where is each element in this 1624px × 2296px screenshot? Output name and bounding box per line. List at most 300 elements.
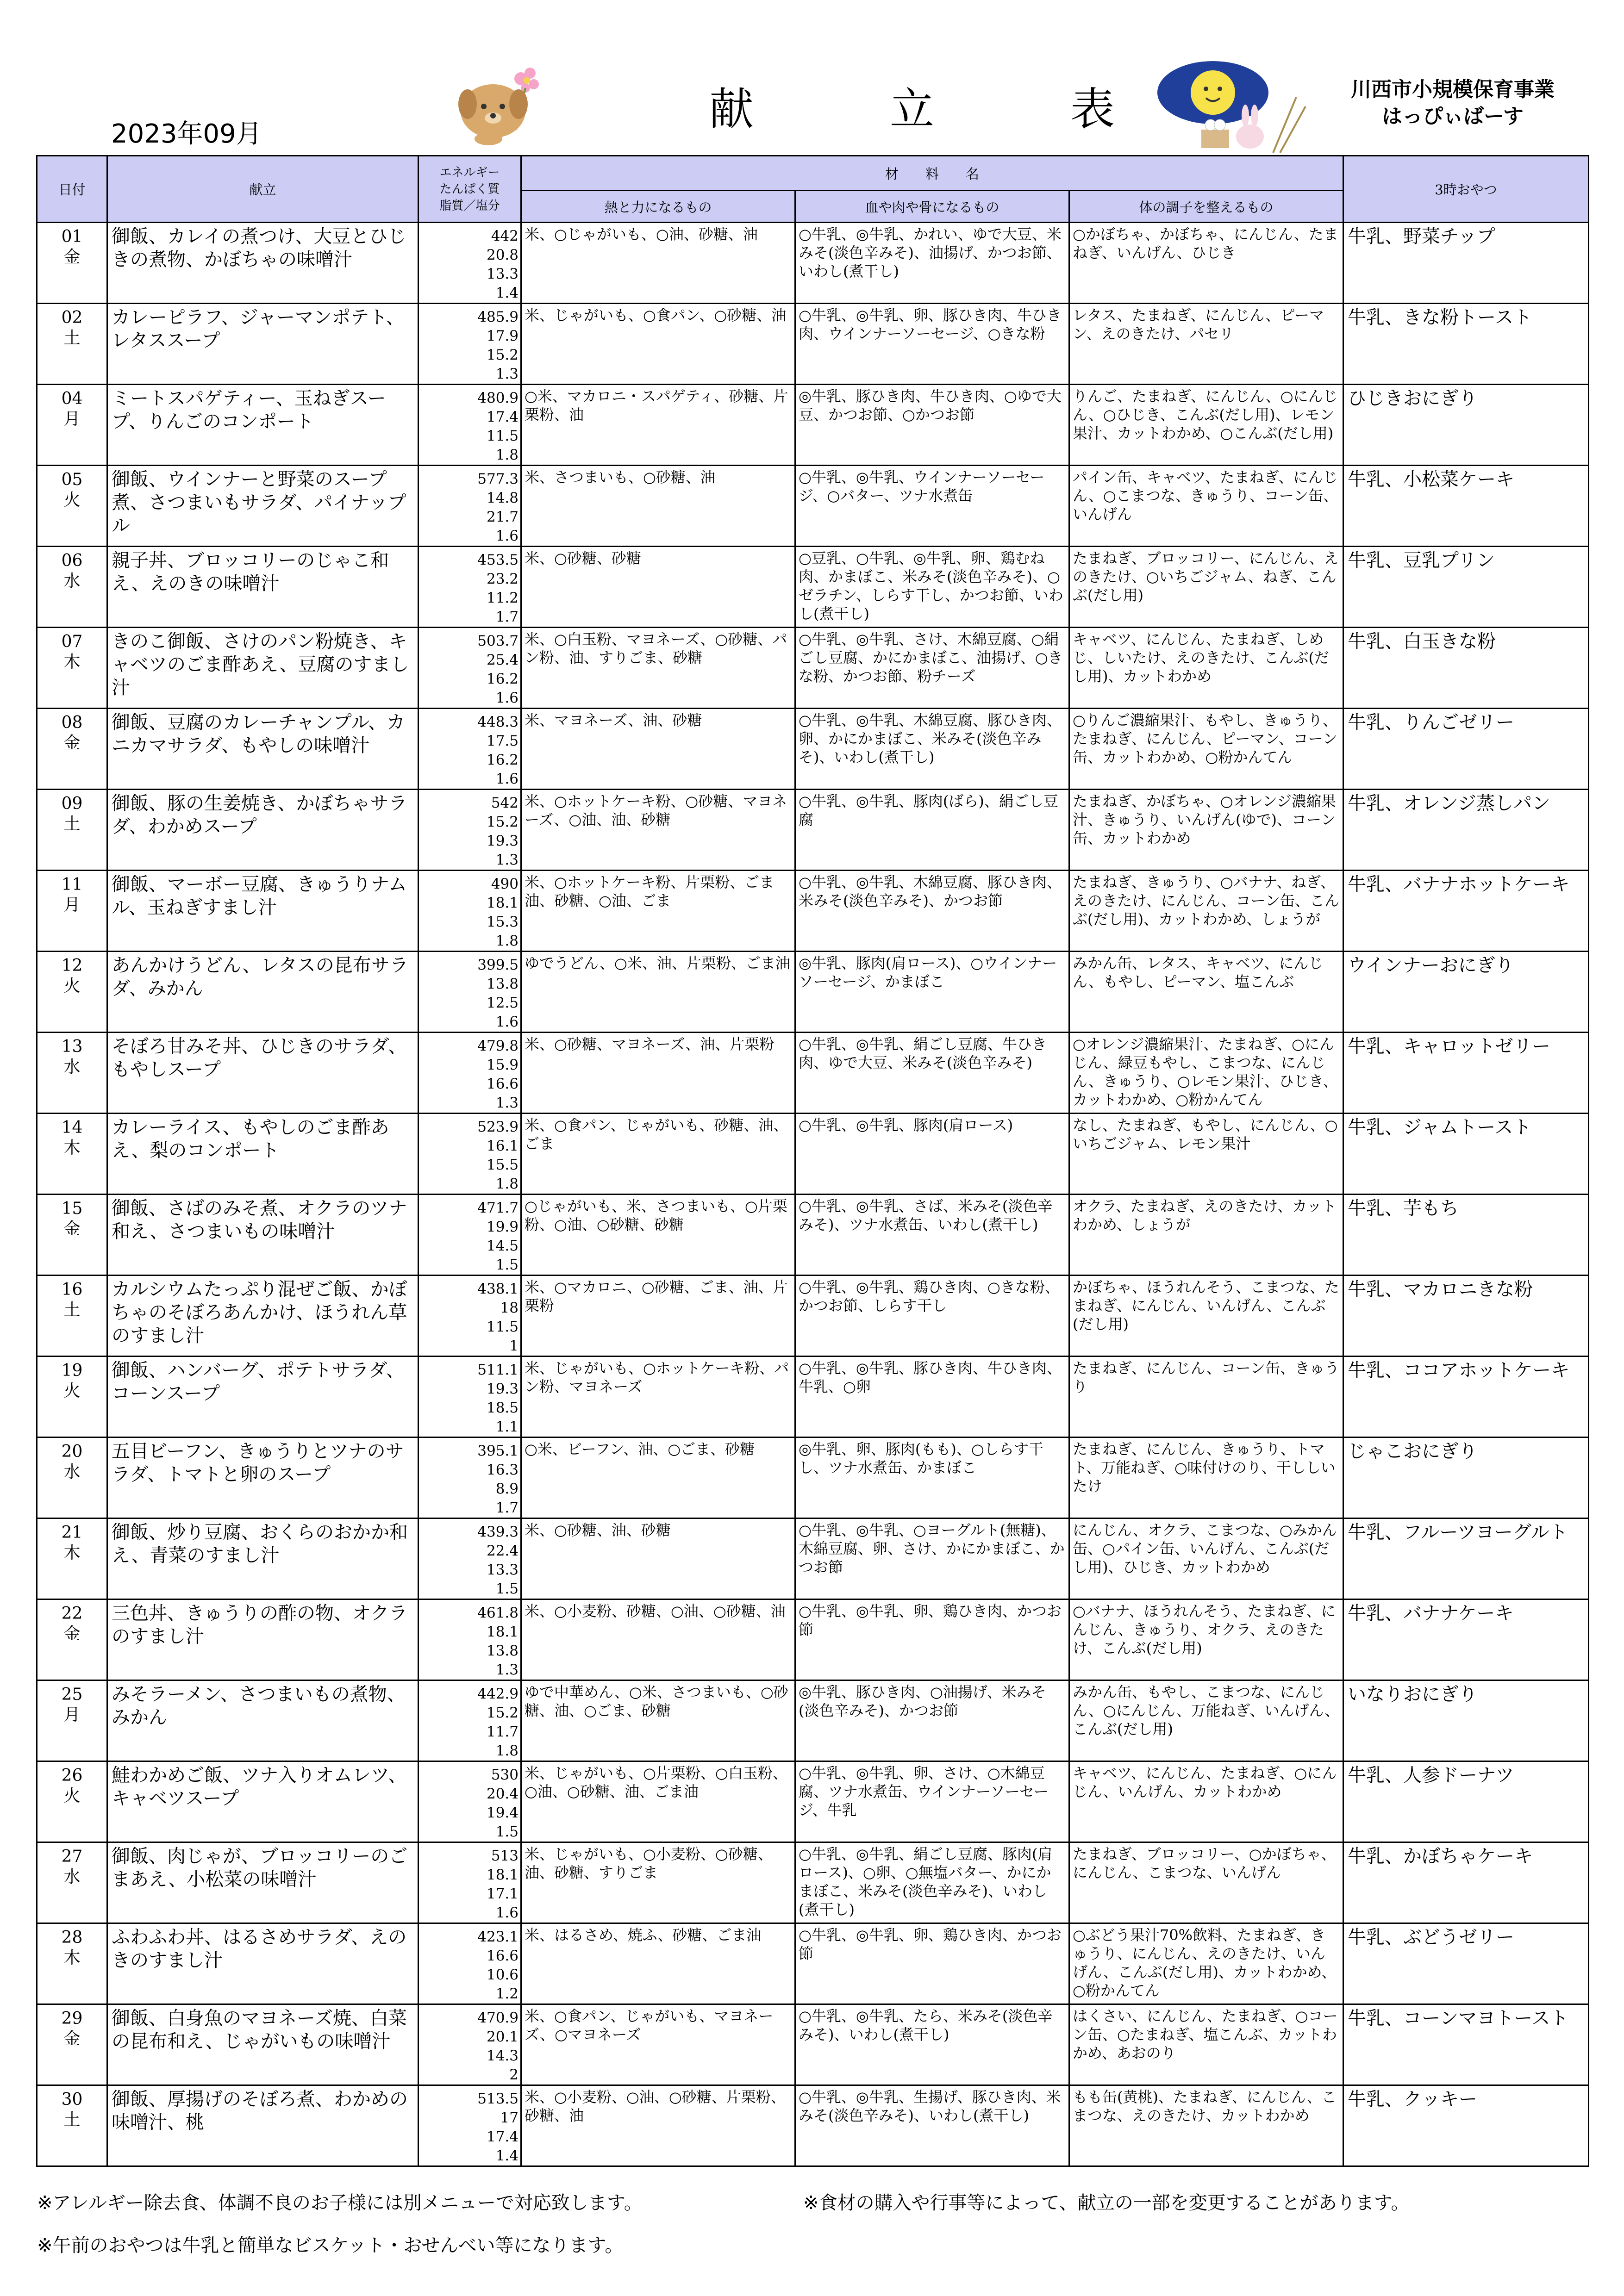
menu-cell-value: 五目ビーフン、きゅうりとツナのサラダ、トマトと卵のスープ [112,1441,404,1485]
date-cell [37,2004,107,2085]
menu-cell-value: ミートスパゲティー、玉ねぎスープ、りんごのコンポート [112,388,386,432]
date-cell-value: 土 [63,815,81,834]
energy-foods-cell-value: 米、じゃがいも、○片栗粉、○白玉粉、○油、○砂糖、油、ごま油 [525,1764,787,1800]
body-foods-cell [795,1195,1069,1276]
snack-cell [1343,1356,1589,1437]
date-cell-value: 木 [63,1139,81,1157]
snack-cell-value: じゃこおにぎり [1348,1441,1477,1462]
nutrition-cell-value: 18.1 [486,895,518,911]
nutrition-cell [418,1276,521,1356]
nutrition-cell-value: 530 [491,1767,518,1783]
menu-month: 2023年09月 [111,119,262,149]
snack-cell [1343,1842,1589,1923]
condition-foods-cell [1069,2004,1343,2085]
energy-foods-cell-value: ○じゃがいも、米、さつまいも、○片栗粉、○油、○砂糖、砂糖 [525,1197,787,1233]
condition-foods-cell [1069,304,1343,385]
header-date: 日付 [37,156,107,223]
snack-cell-value: 牛乳、白玉きな粉 [1348,631,1496,652]
menu-cell-value: カルシウムたっぷり混ぜご飯、かぼちゃのそぼろあんかけ、ほうれん草のすまし汁 [112,1279,407,1346]
nutrition-cell [418,1842,521,1923]
moon-rabbit-illustration [1157,60,1315,162]
menu-cell-value: ふわふわ丼、はるさめサラダ、えのきのすまし汁 [112,1927,407,1971]
condition-foods-cell [1069,1195,1343,1276]
menu-cell-value: みそラーメン、さつまいもの煮物、みかん [112,1684,406,1728]
condition-foods-cell [1069,871,1343,952]
menu-cell-value: そぼろ甘みそ丼、ひじきのサラダ、もやしスープ [112,1036,407,1080]
date-cell-value: 20 [61,1442,83,1461]
menu-cell [107,1923,418,2004]
condition-foods-cell-value: パイン缶、キャベツ、たまねぎ、にんじん、○こまつな、きゅうり、コーン缶、いんげん [1073,468,1338,523]
date-cell-value: 11 [61,875,83,894]
table-row [37,628,1589,709]
note-changes: ※食材の購入や行事等によって、献立の一部を変更することがあります。 [803,2192,1410,2214]
energy-foods-cell-value: ○米、ビーフン、油、○ごま、砂糖 [525,1440,755,1458]
condition-foods-cell-value: たまねぎ、きゅうり、○バナナ、ねぎ、えのきたけ、にんじん、コーン缶、こんぶ(だし用)、カットわかめ、しょうが [1073,873,1340,928]
note-allergy: ※アレルギー除去食、体調不良のお子様には別メニューで対応致します。 [37,2192,643,2214]
date-cell [37,790,107,871]
nutrition-cell-value: 18 [500,1300,518,1316]
nutrition-cell-value: 19.3 [486,833,518,849]
nutrition-cell-value: 479.8 [477,1038,518,1054]
date-cell [37,304,107,385]
body-foods-cell [795,1842,1069,1923]
menu-cell-value: 御飯、豆腐のカレーチャンプル、カニカマサラダ、もやしの味噌汁 [112,712,405,756]
date-cell-value: 15 [61,1199,83,1218]
menu-cell [107,385,418,466]
nutrition-cell-value: 14.5 [486,1238,518,1254]
energy-foods-cell [521,304,795,385]
header-menu: 献立 [107,156,418,223]
nutrition-cell-value: 480.9 [477,390,518,406]
nutrition-cell-value: 453.5 [477,552,518,568]
body-foods-cell [795,790,1069,871]
page-title [708,74,1116,137]
date-cell [37,2085,107,2166]
nutrition-cell-value: 15.2 [486,347,518,363]
snack-cell-value: 牛乳、かぼちゃケーキ [1348,1846,1533,1867]
date-cell-value: 金 [63,1220,81,1238]
nutrition-cell-value: 448.3 [477,714,518,730]
menu-cell-value: あんかけうどん、レタスの昆布サラダ、みかん [112,955,408,999]
snack-cell [1343,1276,1589,1356]
nutrition-cell-value: 1.4 [495,285,518,301]
nutrition-cell [418,1680,521,1761]
nutrition-cell-value: 1.5 [495,1823,518,1840]
snack-cell-value: 牛乳、キャロットゼリー [1348,1036,1550,1057]
table-row [37,709,1589,790]
date-cell-value: 土 [63,329,81,348]
nutrition-cell-value: 1.6 [495,690,518,706]
date-cell-value: 水 [63,572,81,591]
energy-foods-cell-value: 米、じゃがいも、○小麦粉、○砂糖、油、砂糖、すりごま [525,1845,773,1881]
nutrition-cell-value: 17.9 [486,328,518,344]
nutrition-cell-value: 20.8 [486,247,518,263]
condition-foods-cell [1069,1276,1343,1356]
nutrition-cell-value: 12.5 [486,995,518,1011]
date-cell [37,547,107,628]
nutrition-cell-value: 19.3 [486,1381,518,1397]
energy-foods-cell [521,1761,795,1842]
condition-foods-cell [1069,1761,1343,1842]
menu-cell [107,1114,418,1195]
condition-foods-cell [1069,1680,1343,1761]
snack-cell [1343,466,1589,547]
table-row [37,1033,1589,1114]
condition-foods-cell [1069,2085,1343,2166]
table-row [37,1842,1589,1923]
snack-cell [1343,2004,1589,2085]
date-cell-value: 29 [61,2009,83,2028]
org-line-1: 川西市小規模保育事業 [1351,78,1555,101]
nutrition-cell [418,223,521,304]
menu-cell [107,547,418,628]
nutrition-cell-value: 471.7 [477,1200,518,1216]
energy-foods-cell [521,709,795,790]
energy-foods-cell-value: 米、○砂糖、マヨネーズ、油、片栗粉 [525,1035,775,1053]
date-cell-value: 火 [63,1381,81,1400]
nutrition-cell [418,1195,521,1276]
body-foods-cell-value: ○牛乳、◎牛乳、卵、豚ひき肉、牛ひき肉、ウインナーソーセージ、○きな粉 [799,306,1062,342]
table-row [37,952,1589,1033]
table-row [37,1195,1589,1276]
nutrition-cell-value: 15.9 [486,1057,518,1073]
nutrition-cell-value: 25.4 [486,652,518,668]
menu-cell [107,1276,418,1356]
date-cell-value: 木 [63,1948,81,1967]
condition-foods-cell-value: もも缶(黄桃)、たまねぎ、にんじん、こまつな、えのきたけ、カットわかめ [1073,2088,1337,2124]
nutrition-cell-value: 395.1 [477,1443,518,1459]
date-cell-value: 27 [61,1847,83,1866]
snack-cell [1343,1599,1589,1680]
nutrition-cell-value: 19.4 [486,1804,518,1821]
condition-foods-cell [1069,547,1343,628]
snack-cell-value: 牛乳、ジャムトースト [1348,1117,1532,1138]
body-foods-cell [795,2085,1069,2166]
snack-cell-value: 牛乳、野菜チップ [1348,226,1495,247]
nutrition-cell-value: 1.7 [495,609,518,625]
energy-foods-cell-value: 米、マヨネーズ、油、砂糖 [525,711,702,729]
nutrition-cell-value: 399.5 [477,957,518,973]
table-row [37,1114,1589,1195]
table-row [37,547,1589,628]
condition-foods-cell [1069,1033,1343,1114]
menu-cell-value: 御飯、ウインナーと野菜のスープ煮、さつまいもサラダ、パイナップル [112,469,406,536]
nutrition-cell-value: 16.2 [486,671,518,687]
snack-cell [1343,1195,1589,1276]
body-foods-cell-value: ○豆乳、○牛乳、◎牛乳、卵、鶏むね肉、かまぼこ、米みそ(淡色辛みそ)、○ゼラチン、しらす干し、かつお節、いわし(煮干し) [799,549,1063,622]
energy-foods-cell [521,223,795,304]
menu-cell [107,304,418,385]
date-cell-value: 30 [61,2090,83,2109]
nutrition-cell [418,628,521,709]
body-foods-cell-value: ○牛乳、◎牛乳、かれい、ゆで大豆、米みそ(淡色辛みそ)、油揚げ、かつお節、いわし(煮干し) [799,225,1062,280]
condition-foods-cell [1069,709,1343,790]
condition-foods-cell [1069,1114,1343,1195]
energy-foods-cell [521,1195,795,1276]
energy-foods-cell [521,1842,795,1923]
condition-foods-cell-value: オクラ、たまねぎ、えのきたけ、カットわかめ、しょうが [1073,1197,1337,1233]
note-morning-snack: ※午前のおやつは牛乳と簡単なビスケット・おせんべい等になります。 [37,2235,624,2256]
menu-cell [107,1842,418,1923]
condition-foods-cell-value: りんご、たまねぎ、にんじん、○にんじん、○ひじき、こんぶ(だし用)、レモン果汁、カットわかめ、○こんぶ(だし用) [1073,387,1338,442]
energy-foods-cell [521,1033,795,1114]
date-cell-value: 水 [63,1058,81,1076]
date-cell-value: 火 [63,977,81,996]
date-cell-value: 水 [63,1462,81,1481]
menu-cell-value: 親子丼、ブロッコリーのじゃこ和え、えのきの味噌汁 [112,550,389,594]
body-foods-cell-value: ◎牛乳、豚ひき肉、○油揚げ、米みそ(淡色辛みそ)、かつお節 [799,1683,1046,1719]
energy-foods-cell-value: 米、○小麦粉、砂糖、○油、○砂糖、油 [525,1602,786,1620]
nutrition-cell-value: 16.6 [486,1948,518,1964]
date-cell-value: 25 [61,1685,83,1704]
nutrition-cell-value: 16.6 [486,1076,518,1092]
table-row [37,1518,1589,1599]
condition-foods-cell-value: たまねぎ、ブロッコリー、○かぼちゃ、にんじん、こまつな、いんげん [1073,1845,1336,1881]
energy-foods-cell-value: 米、○砂糖、砂糖 [525,549,641,567]
date-cell-value: 月 [63,410,81,429]
header-energy-foods: 熱と力になるもの [521,191,795,223]
body-foods-cell [795,1276,1069,1356]
energy-foods-cell-value: 米、○ホットケーキ粉、○砂糖、マヨネーズ、○油、油、砂糖 [525,792,787,828]
energy-foods-cell-value: 米、○じゃがいも、○油、砂糖、油 [525,225,758,243]
menu-cell [107,1680,418,1761]
nutrition-cell-value: 1 [509,1338,518,1354]
snack-cell [1343,952,1589,1033]
energy-foods-cell [521,952,795,1033]
nutrition-cell [418,1437,521,1518]
body-foods-cell [795,1114,1069,1195]
menu-cell [107,223,418,304]
nutrition-cell-value: 1.6 [495,1904,518,1921]
menu-cell-value: 御飯、豚の生姜焼き、かぼちゃサラダ、わかめスープ [112,793,407,837]
body-foods-cell-value: ○牛乳、◎牛乳、たら、米みそ(淡色辛みそ)、いわし(煮干し) [799,2007,1053,2043]
menu-cell-value: 鮭わかめご飯、ツナ入りオムレツ、キャベツスープ [112,1765,407,1809]
nutrition-cell-value: 1.3 [495,852,518,868]
nutrition-cell [418,1923,521,2004]
nutrition-cell-value: 15.3 [486,914,518,930]
nutrition-cell [418,790,521,871]
body-foods-cell-value: ○牛乳、◎牛乳、○ヨーグルト(無糖)、木綿豆腐、卵、さけ、かにかまぼこ、かつお節 [799,1521,1065,1576]
title-char-3: 表 [1070,83,1115,135]
energy-foods-cell-value: 米、○ホットケーキ粉、片栗粉、ごま油、砂糖、○油、ごま [525,873,775,909]
date-cell-value: 06 [61,551,83,570]
nutrition-cell-value: 503.7 [477,633,518,649]
menu-cell [107,2004,418,2085]
nutrition-cell-value: 17 [500,2109,518,2126]
snack-cell-value: 牛乳、りんごゼリー [1348,712,1514,733]
menu-cell [107,1437,418,1518]
snack-cell [1343,1437,1589,1518]
condition-foods-cell [1069,466,1343,547]
condition-foods-cell-value: ○ぶどう果汁70%飲料、たまねぎ、きゅうり、にんじん、えのきたけ、いんげん、こんぶ(だし用)、カットわかめ、○粉かんてん [1073,1926,1337,1999]
energy-foods-cell [521,1437,795,1518]
energy-foods-cell [521,2004,795,2085]
body-foods-cell-value: ◎牛乳、卵、豚肉(もも)、○しらす干し、ツナ水煮缶、かまぼこ [799,1440,1043,1476]
table-row [37,385,1589,466]
nutrition-cell-value: 511.1 [477,1362,518,1378]
menu-cell-value: カレーライス、もやしのごま酢あえ、梨のコンポート [112,1117,389,1161]
nutrition-cell-value: 1.8 [495,1176,518,1192]
nutrition-cell-value: 577.3 [477,471,518,487]
condition-foods-cell-value: みかん缶、レタス、キャベツ、にんじん、もやし、ピーマン、塩こんぶ [1073,954,1324,990]
date-cell [37,1114,107,1195]
table-row [37,1680,1589,1761]
table-row [37,871,1589,952]
nutrition-cell-value: 442.9 [477,1686,518,1702]
snack-cell-value: 牛乳、クッキー [1348,2089,1477,2110]
body-foods-cell [795,709,1069,790]
energy-foods-cell-value: 米、○マカロニ、○砂糖、ごま、油、片栗粉 [525,1278,788,1314]
menu-cell-value: 御飯、カレイの煮つけ、大豆とひじきの煮物、かぼちゃの味噌汁 [112,226,406,270]
body-foods-cell-value: ○牛乳、◎牛乳、豚ひき肉、牛ひき肉、牛乳、○卵 [799,1359,1062,1395]
menu-cell [107,1195,418,1276]
body-foods-cell-value: ○牛乳、◎牛乳、卵、さけ、○木綿豆腐、ツナ水煮缶、ウインナーソーセージ、牛乳 [799,1764,1049,1819]
menu-table [36,155,1589,2167]
snack-cell-value: 牛乳、芋もち [1348,1198,1459,1219]
nutrition-cell [418,709,521,790]
nutrition-cell [418,2085,521,2166]
date-cell-value: 火 [63,1786,81,1805]
nutrition-cell-value: 22.4 [486,1543,518,1559]
table-row [37,2004,1589,2085]
menu-cell [107,1599,418,1680]
nutrition-cell-value: 438.1 [477,1281,518,1297]
nutrition-cell-value: 1.1 [495,1419,518,1435]
energy-foods-cell [521,1114,795,1195]
table-row [37,2085,1589,2166]
date-cell-value: 土 [63,2110,81,2129]
body-foods-cell [795,547,1069,628]
nutrition-cell-value: 1.6 [495,528,518,544]
date-cell-value: 02 [61,308,83,327]
nutrition-cell-value: 485.9 [477,309,518,325]
nutrition-cell-value: 1.5 [495,1580,518,1597]
condition-foods-cell [1069,1599,1343,1680]
snack-cell-value: 牛乳、豆乳プリン [1348,550,1495,571]
date-cell [37,871,107,952]
header-snack: 3時おやつ [1343,156,1589,223]
energy-foods-cell [521,1276,795,1356]
body-foods-cell-value: ○牛乳、◎牛乳、豚肉(ばら)、絹ごし豆腐 [799,792,1058,828]
date-cell [37,1923,107,2004]
body-foods-cell-value: ○牛乳、◎牛乳、鶏ひき肉、○きな粉、かつお節、しらす干し [799,1278,1060,1314]
snack-cell-value: 牛乳、オレンジ蒸しパン [1348,793,1550,814]
date-cell [37,1276,107,1356]
condition-foods-cell-value: はくさい、にんじん、たまねぎ、○コーン缶、○たまねぎ、塩こんぶ、カットわかめ、あおのり [1073,2007,1338,2062]
body-foods-cell [795,628,1069,709]
date-cell-value: 木 [63,1543,81,1562]
menu-cell-value: 御飯、厚揚げのそぼろ煮、わかめの味噌汁、桃 [112,2089,408,2133]
date-cell [37,628,107,709]
nutrition-cell-value: 1.3 [495,1661,518,1678]
menu-cell-value: 御飯、さばのみそ煮、オクラのツナ和え、さつまいもの味噌汁 [112,1198,407,1242]
nutrition-cell-value: 1.8 [495,1742,518,1759]
nutrition-cell-value: 442 [491,228,518,244]
energy-foods-cell-value: ゆでうどん、○米、油、片栗粉、ごま油 [525,954,790,972]
date-cell-value: 16 [61,1280,83,1299]
snack-cell [1343,2085,1589,2166]
menu-cell-value: 御飯、白身魚のマヨネーズ焼、白菜の昆布和え、じゃがいもの味噌汁 [112,2008,407,2052]
date-cell-value: 火 [63,491,81,510]
dog-illustration [451,60,549,148]
header-nutrition [418,156,521,223]
nutrition-cell-value: 13.8 [486,976,518,992]
body-foods-cell-value: ○牛乳、◎牛乳、ウインナーソーセージ、○バター、ツナ水煮缶 [799,468,1045,504]
body-foods-cell-value: ○牛乳、◎牛乳、絹ごし豆腐、牛ひき肉、ゆで大豆、米みそ(淡色辛みそ) [799,1035,1047,1071]
energy-foods-cell [521,1356,795,1437]
date-cell-value: 09 [61,794,83,813]
date-cell [37,1842,107,1923]
table-row [37,1437,1589,1518]
condition-foods-cell [1069,385,1343,466]
energy-foods-cell [521,1599,795,1680]
menu-cell [107,709,418,790]
energy-foods-cell-value: 米、はるさめ、焼ふ、砂糖、ごま油 [525,1926,762,1944]
snack-cell [1343,790,1589,871]
snack-cell-value: ウインナーおにぎり [1348,955,1514,976]
date-cell-value: 05 [61,470,83,489]
condition-foods-cell-value: なし、たまねぎ、もやし、にんじん、○いちごジャム、レモン果汁 [1073,1116,1338,1152]
menu-cell [107,790,418,871]
menu-cell [107,466,418,547]
nutrition-cell-value: 513.5 [477,2091,518,2107]
energy-foods-cell-value: 米、じゃがいも、○食パン、○砂糖、油 [525,306,787,324]
header-fat-salt-label: 脂質／塩分 [439,199,500,213]
date-cell-value: 金 [63,1624,81,1643]
menu-cell [107,1761,418,1842]
nutrition-cell-value: 1.6 [495,771,518,787]
energy-foods-cell-value: 米、さつまいも、○砂糖、油 [525,468,715,486]
condition-foods-cell-value: キャベツ、にんじん、たまねぎ、しめじ、しいたけ、えのきたけ、こんぶ(だし用)、カットわかめ [1073,630,1329,685]
date-cell-value: 21 [61,1523,83,1542]
body-foods-cell [795,871,1069,952]
nutrition-cell-value: 17.1 [486,1885,518,1902]
body-foods-cell [795,304,1069,385]
table-row [37,1761,1589,1842]
nutrition-cell-value: 470.9 [477,2010,518,2026]
energy-foods-cell-value: 米、○白玉粉、マヨネーズ、○砂糖、パン粉、油、すりごま、砂糖 [525,630,787,666]
nutrition-cell-value: 1.6 [495,1014,518,1030]
body-foods-cell-value: ○牛乳、◎牛乳、木綿豆腐、豚ひき肉、卵、かにかまぼこ、米みそ(淡色辛みそ)、いわし(煮干し) [799,711,1062,766]
nutrition-cell-value: 2 [509,2066,518,2083]
menu-cell-value: 御飯、炒り豆腐、おくらのおかか和え、青菜のすまし汁 [112,1522,408,1566]
nutrition-cell-value: 14.8 [486,490,518,506]
date-cell-value: 08 [61,713,83,732]
date-cell [37,1761,107,1842]
date-cell [37,1599,107,1680]
energy-foods-cell [521,790,795,871]
menu-cell [107,2085,418,2166]
condition-foods-cell-value: ○バナナ、ほうれんそう、たまねぎ、にんじん、きゅうり、オクラ、えのきたけ、こんぶ(だし用) [1073,1602,1336,1657]
nutrition-cell-value: 513 [491,1848,518,1864]
header-materials: 材 料 名 [521,156,1343,191]
nutrition-cell-value: 19.9 [486,1219,518,1235]
title-char-2: 立 [890,83,934,135]
date-cell-value: 01 [61,227,83,246]
snack-cell [1343,871,1589,952]
date-cell [37,1195,107,1276]
date-cell-value: 13 [61,1037,83,1056]
nutrition-cell-value: 423.1 [477,1929,518,1945]
date-cell [37,952,107,1033]
body-foods-cell-value: ○牛乳、◎牛乳、絹ごし豆腐、豚肉(肩ロース)、○卵、○無塩バター、かにかまぼこ、米みそ(淡色辛みそ)、いわし(煮干し) [799,1845,1053,1918]
nutrition-cell-value: 15.2 [486,1705,518,1721]
nutrition-cell-value: 17.5 [486,733,518,749]
nutrition-cell-value: 18.1 [486,1867,518,1883]
nutrition-cell [418,304,521,385]
snack-cell-value: 牛乳、コーンマヨトースト [1348,2008,1569,2029]
date-cell [37,1680,107,1761]
